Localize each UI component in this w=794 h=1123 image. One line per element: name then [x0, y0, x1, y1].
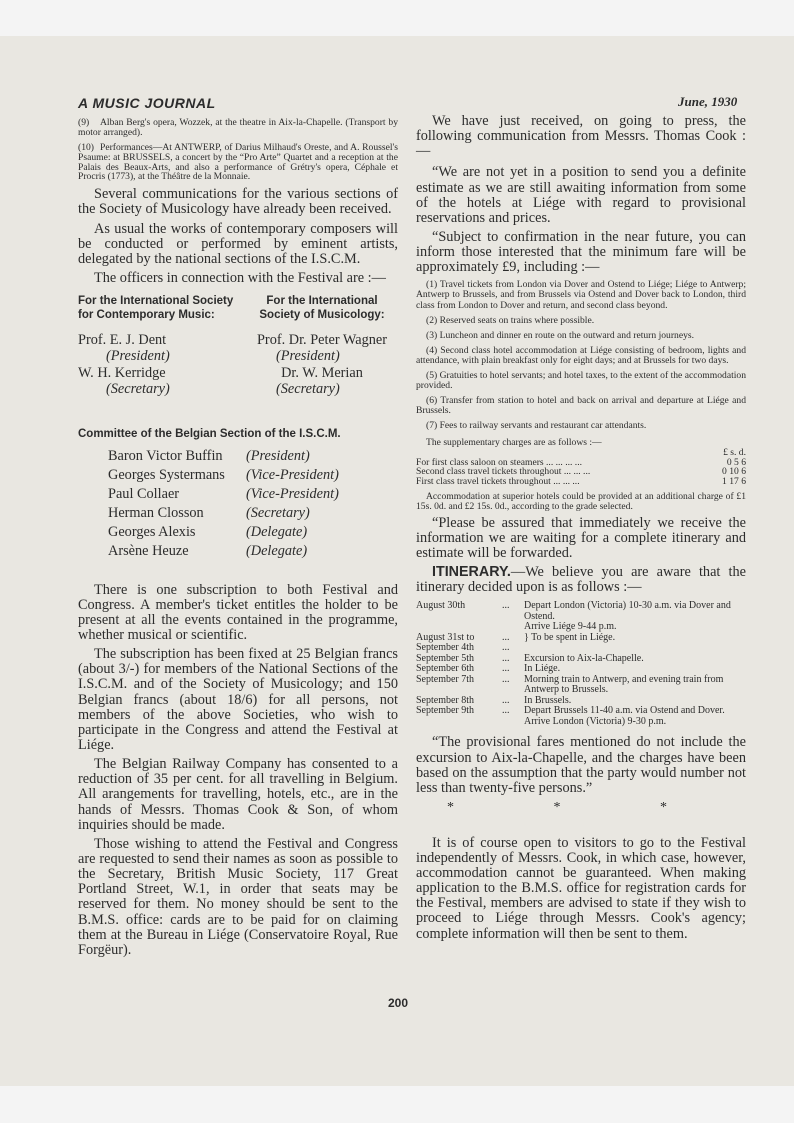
- itinerary-label: ITINERARY.: [432, 564, 511, 581]
- itinerary-date: September 5th: [416, 652, 475, 664]
- charge-item: Second class travel tickets throughout ... ... ...: [416, 466, 591, 478]
- paragraph: We have just received, on going to press, the following communication from Messrs. Thomas Cook :—: [416, 113, 746, 160]
- charge-item: First class travel tickets throughout ... ... ...: [416, 476, 580, 487]
- committee-list: [108, 447, 398, 561]
- committee-member-role: (President): [246, 447, 310, 464]
- table-row: [416, 477, 746, 487]
- itinerary-desc: Arrive Liége 9-44 p.m.: [524, 621, 617, 633]
- inclusion-item: (7) Fees to railway servants and restaurant car attendants.: [426, 420, 647, 432]
- officers-heading-iscm: For the International Society for Contemporary Music:: [78, 295, 234, 322]
- inclusion-item: (6) Transfer from station to hotel and back on arrival and departure at Liége and Brussels.: [416, 394, 746, 417]
- inclusion-item: (3) Luncheon and dinner en route on the outward and return journeys.: [426, 329, 695, 341]
- quote-paragraph: “The provisional fares mentioned do not include the excursion to Aix-la-Chapelle, and the charges have been based on the assumption that the party would number not less than twenty-five persons.”: [416, 734, 746, 796]
- itinerary-dots: ...: [502, 631, 510, 643]
- inclusion-item: (2) Reserved seats on trains where possible.: [426, 314, 595, 326]
- itinerary-dots: ...: [502, 694, 510, 706]
- page-number: 200: [388, 996, 409, 1010]
- inclusion-item: (4) Second class hotel accommodation at Liége consisting of bedroom, lights and attendance, with plain breakfast only for eight days; and at Brussels for two days.: [416, 344, 746, 366]
- spacer: [78, 561, 398, 583]
- journal-title: A MUSIC JOURNAL: [78, 95, 216, 111]
- committee-member-role: (Delegate): [246, 542, 308, 559]
- officer-entry: Dr. W. Merian (Secretary): [276, 365, 363, 397]
- currency-header: £ s. d.: [723, 447, 746, 459]
- section-separator: * * *: [447, 799, 715, 815]
- itinerary-desc: In Liége.: [524, 663, 561, 675]
- committee-member-name: Herman Closson: [108, 504, 204, 521]
- inclusion-item: (5) Gratuities to hotel servants; and hotel taxes, to the extent of the accommodation provided.: [416, 369, 746, 391]
- paragraph: The Belgian Railway Company has consented to a reduction of 35 per cent. for all travelling in Belgium. All arangements for travelling, hotels, etc., are in the hands of Messrs. Thomas Cook & Son, of whom inquiries should be made.: [78, 756, 398, 833]
- committee-heading: Committee of the Belgian Section of the I.S.C.M.: [78, 427, 341, 440]
- quote-paragraph: “Subject to confirmation in the near future, you can inform those interested that the minimum fare will be approximately £9, including :—: [416, 228, 746, 276]
- officer-entry: Prof. Dr. Peter Wagner (President): [256, 331, 387, 364]
- quote-paragraph: “Please be assured that immediately we receive the information we are waiting for a complete itinerary and estimate will be forwarded.: [416, 514, 746, 561]
- itinerary-desc: In Brussels.: [524, 694, 572, 706]
- committee-member-name: Georges Systermans: [108, 466, 225, 483]
- itinerary-desc: Depart Brussels 11-40 a.m. via Ostend and Dover.: [524, 705, 725, 717]
- officers-table: [78, 294, 398, 398]
- right-column: [416, 114, 746, 942]
- itinerary-desc: } To be spent in Liége.: [524, 631, 616, 643]
- charge-amount: 0 10 6: [722, 466, 746, 478]
- charge-item: For first class saloon on steamers ... ... ... ...: [416, 456, 583, 468]
- itinerary-dots: ...: [502, 705, 510, 717]
- paragraph: As usual the works of contemporary composers will be conducted or performed by eminent artists, delegated by the national sections of the I.S.C.M.: [78, 220, 398, 267]
- itinerary-desc: Excursion to Aix-la-Chapelle.: [524, 652, 644, 664]
- itinerary-date: September 7th: [416, 673, 475, 685]
- quote-paragraph: “We are not yet in a position to send you a definite estimate as we are still awaiting information from some of the hotels at Liége with regard to provisional reservations and prices.: [416, 164, 746, 226]
- officers-heading-musicology: For the International Society of Musicology:: [259, 295, 385, 322]
- committee-member-name: Baron Victor Buffin: [108, 447, 223, 464]
- committee-member-role: (Delegate): [246, 523, 308, 540]
- paragraph: There is one subscription to both Festival and Congress. A member's ticket entitles the holder to be present at all the events contained in the programme, whether musical or scientific.: [78, 581, 398, 644]
- itinerary-dots: ...: [502, 642, 510, 654]
- itinerary-dots: ...: [502, 652, 510, 664]
- itinerary-intro: —We believe you are aware that the itinerary decided upon is as follows :—: [416, 564, 746, 596]
- itinerary-desc: Arrive London (Victoria) 9-30 p.m.: [524, 715, 667, 727]
- committee-member-role: (Vice-President): [246, 466, 339, 483]
- charge-amount: 1 17 6: [722, 476, 746, 487]
- paragraph: The officers in connection with the Festival are :—: [94, 269, 386, 286]
- accommodation-note: Accommodation at superior hotels could be provided at an additional charge of £1 15s. 0d. and £2 15s. 0d., according to the grade selected.: [416, 490, 746, 512]
- itinerary-desc: Depart London (Victoria) 10-30 a.m. via Dover and Ostend.: [524, 600, 731, 622]
- officer-entry: W. H. Kerridge (Secretary): [78, 365, 170, 397]
- issue-date: June, 1930: [678, 94, 738, 109]
- charge-amount: 0 5 6: [726, 456, 746, 468]
- itinerary-date: [416, 717, 502, 728]
- committee-member-role: (Secretary): [246, 504, 310, 521]
- committee-member-role: (Vice-President): [246, 485, 339, 502]
- committee-member-name: Georges Alexis: [108, 523, 196, 540]
- committee-member-name: Arsène Heuze: [108, 542, 189, 559]
- itinerary-date: September 8th: [416, 694, 475, 706]
- itinerary-date: August 31st to: [416, 631, 475, 643]
- itinerary-dots: [502, 717, 524, 728]
- itinerary-date: August 30th: [416, 600, 466, 612]
- itinerary-table: [416, 601, 746, 727]
- inclusions-list: [416, 280, 746, 431]
- paragraph: Several communications for the various sections of the Society of Musicology have already been received.: [78, 186, 398, 218]
- supplementary-intro: The supplementary charges are as follows :—: [426, 437, 602, 449]
- itinerary-date: September 9th: [416, 705, 475, 717]
- itinerary-dots: ...: [502, 600, 510, 612]
- itinerary-date: September 6th: [416, 663, 475, 675]
- itinerary-paragraph: [416, 565, 746, 595]
- performance-item: (10) Performances—At ANTWERP, of Darius Milhaud's Oreste, and A. Roussel's Psaume: at BRUSSELS, a concert by the “Pro Arte” Quartet and a reception at the Palais des Beaux-Arts, and also a performance of Grétry's opera, Céphale et Procris (1773), at the Théâtre de la Monnaie.: [78, 141, 398, 183]
- paragraph: The subscription has been fixed at 25 Belgian francs (about 3/-) for members of the National Sections of the I.S.C.M. and of the Society of Musicology; and 150 Belgian francs (about 18/6) for all persons, not members of the above Societies, who wish to participate in the Congress and attend the Festival at Liége.: [78, 646, 398, 753]
- itinerary-dots: ...: [502, 673, 510, 685]
- itinerary-dots: ...: [502, 663, 510, 675]
- itinerary-date: September 4th: [416, 642, 475, 654]
- officer-entry: Prof. E. J. Dent (President): [78, 331, 170, 364]
- left-column: [78, 118, 398, 958]
- paragraph: Those wishing to attend the Festival and Congress are requested to send their names as soon as possible to the Secretary, British Music Society, 117 Great Portland Street, W.1, in order that seats may be reserved for them. No money should be sent to the B.M.S. office: cards are to be paid for on claiming them at the Bureau in Liége (Conservatoire Royal, Rue Forgëur).: [78, 835, 398, 958]
- performance-item: (9) Alban Berg's opera, Wozzek, at the theatre in Aix-la-Chapelle. (Transport by motor arranged).: [78, 117, 398, 138]
- closing-paragraph: It is of course open to visitors to go to the Festival independently of Messrs. Cook, in which case, however, accommodation cannot be guaranteed. When making application to the B.M.S. office for registration cards for the Festival, members are advised to state if they wish to proceed to Liége through Messrs. Cook's agency; complete information will then be sent to them.: [416, 834, 746, 942]
- inclusion-item: (1) Travel tickets from London via Dover and Ostend to Liége; Liége to Antwerp; Antwerp to Brussels, and from Brussels via Ostend and Dover back to London, third class from London to Dover and return, and second class beyond.: [416, 279, 746, 311]
- committee-member-name: Paul Collaer: [108, 485, 180, 502]
- charges-table: [416, 448, 746, 486]
- itinerary-desc: Morning train to Antwerp, and evening train from Antwerp to Brussels.: [524, 673, 724, 696]
